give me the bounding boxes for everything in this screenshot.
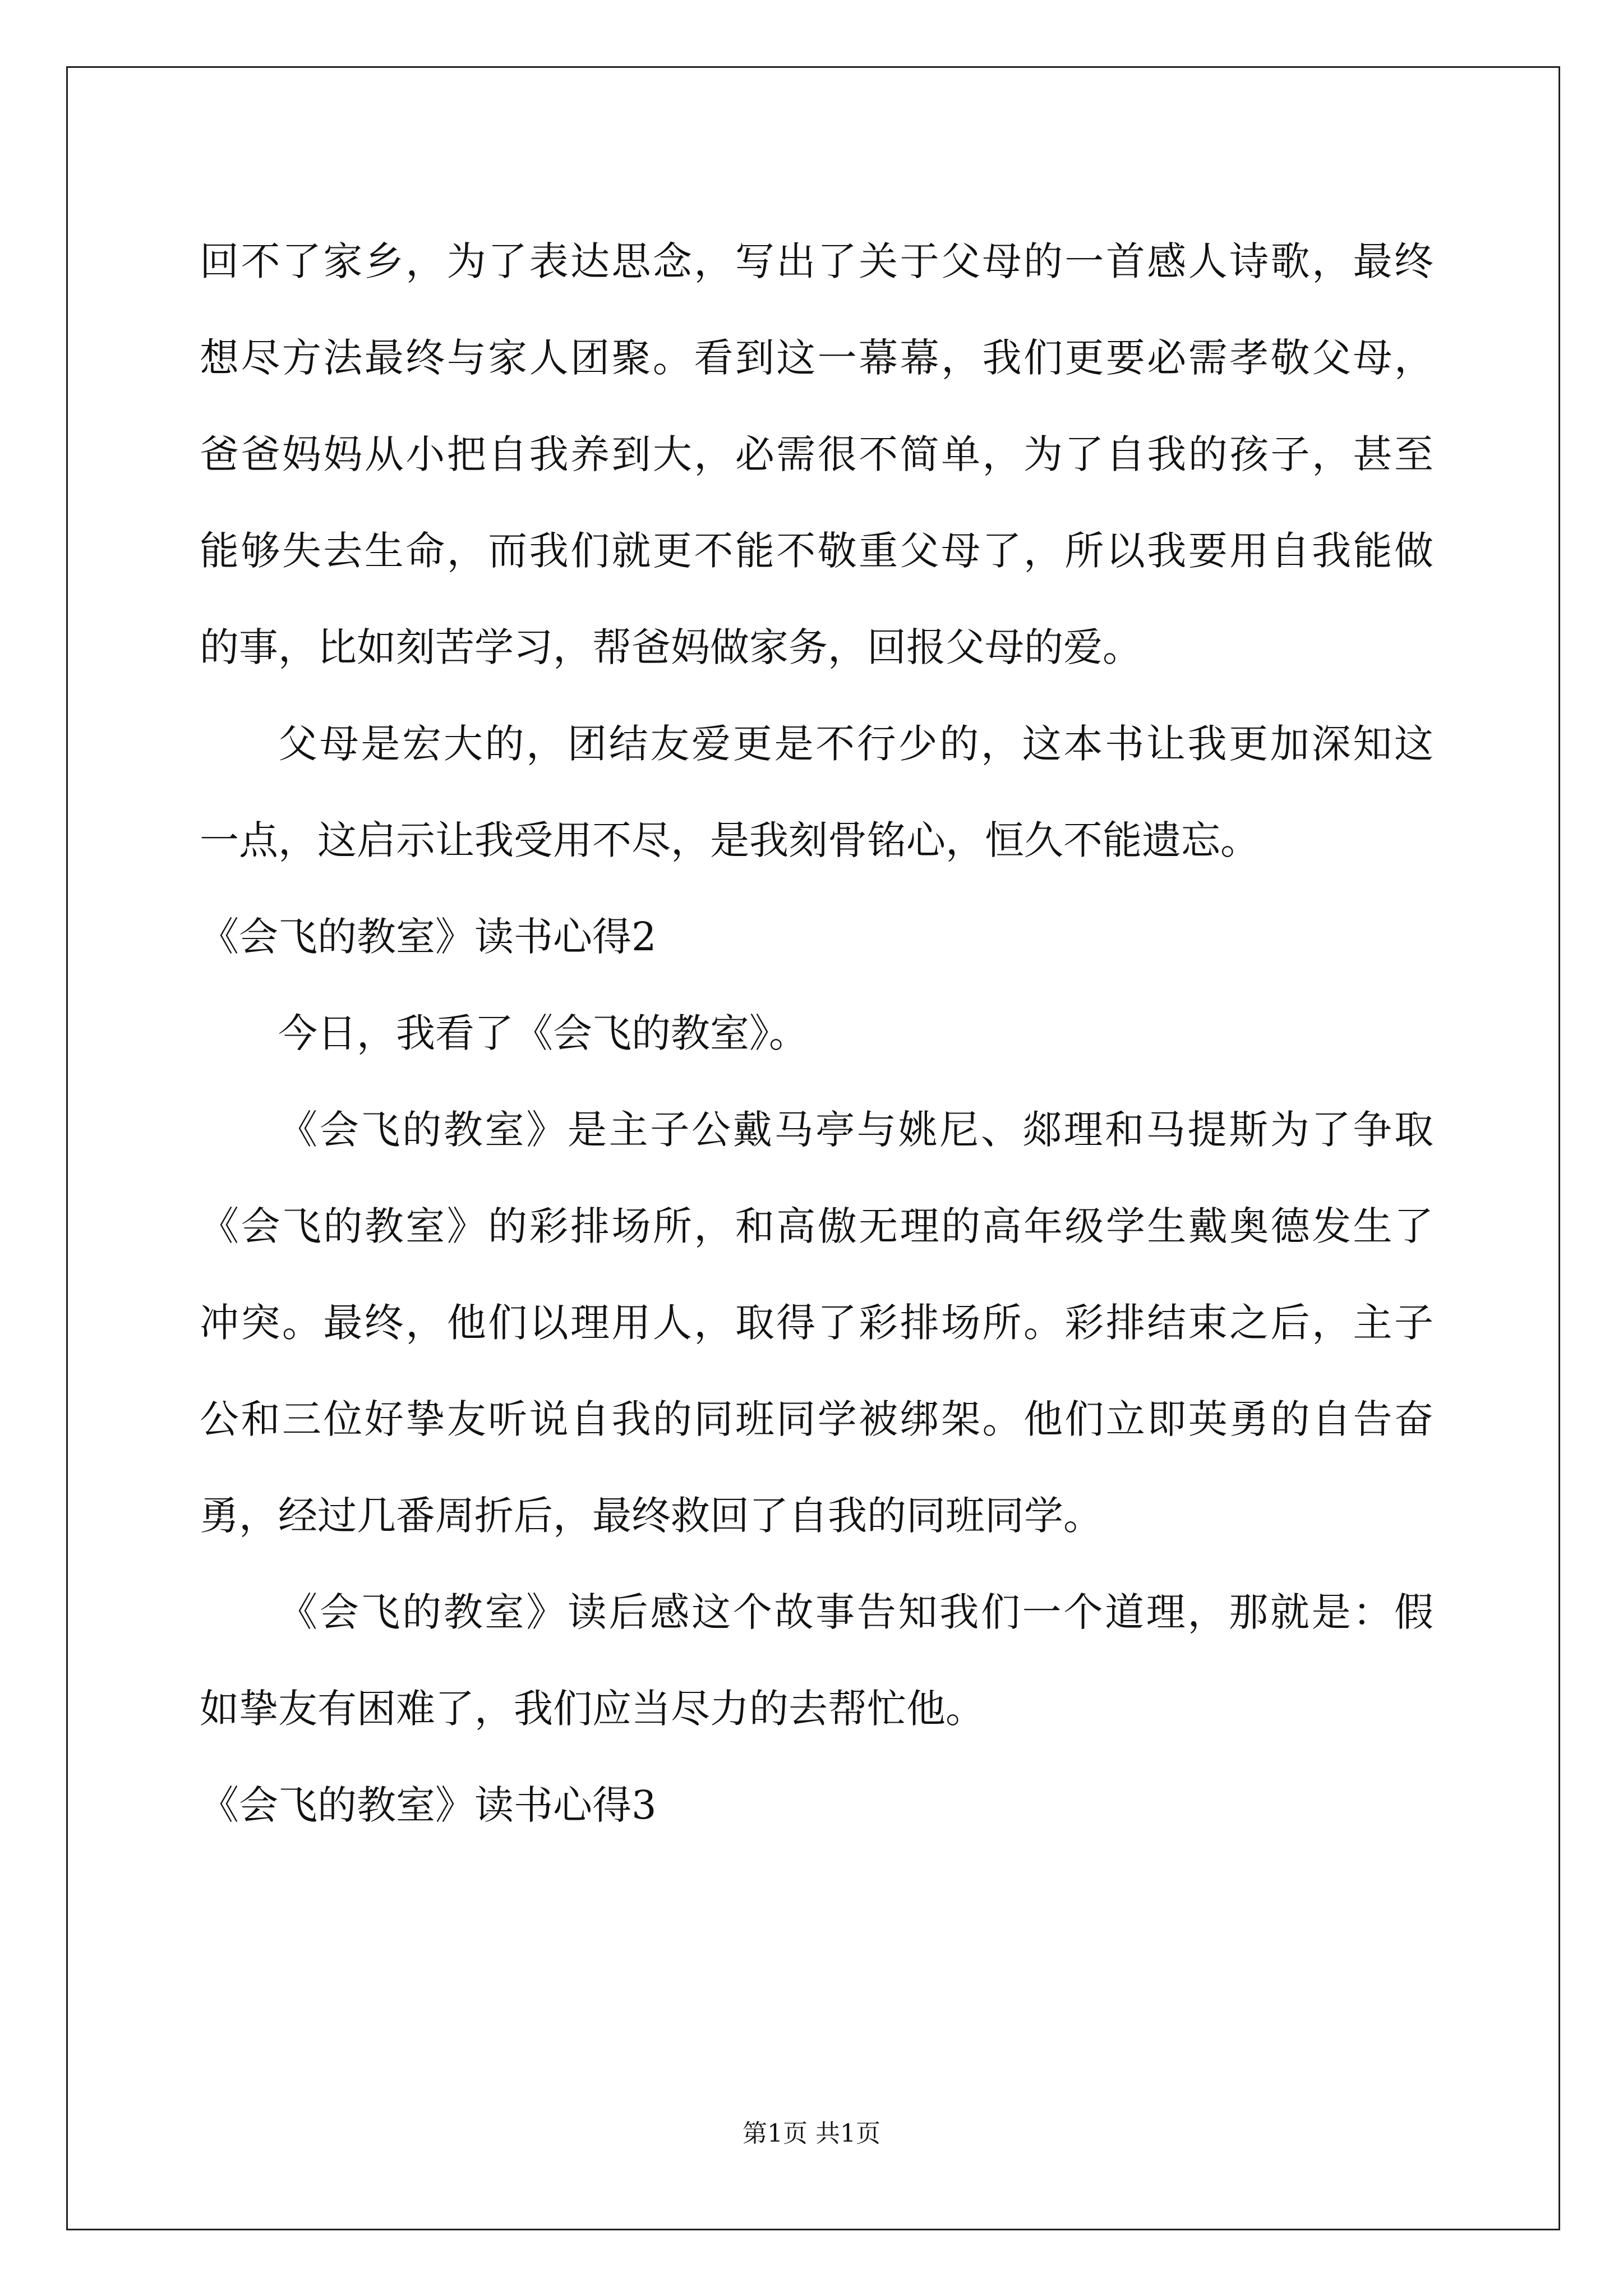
paragraph-line: 《会飞的教室》的彩排场所，和高傲无理的高年级学生戴奥德发生了 [200, 1203, 1433, 1249]
paragraph-line: 能够失去生命，而我们就更不能不敬重父母了，所以我要用自我能做 [200, 528, 1433, 574]
paragraph-line: 公和三位好挚友听说自我的同班同学被绑架。他们立即英勇的自告奋 [200, 1396, 1433, 1442]
paragraph-line: 今日，我看了《会飞的教室》。 [278, 1010, 808, 1056]
paragraph-line: 如挚友有困难了，我们应当尽力的去帮忙他。 [200, 1686, 985, 1732]
section-heading: 《会飞的教室》读书心得3 [200, 1782, 657, 1828]
page-number-footer: 第1页 共1页 [743, 2119, 880, 2148]
paragraph-line: 《会飞的教室》是主子公戴马亭与姚尼、郯理和马提斯为了争取 [278, 1107, 1433, 1153]
section-heading: 《会飞的教室》读书心得2 [200, 914, 657, 960]
paragraph-line: 父母是宏大的，团结友爱更是不行少的，这本书让我更加深知这 [278, 721, 1433, 767]
paragraph-line: 回不了家乡，为了表达思念，写出了关于父母的一首感人诗歌，最终 [200, 238, 1433, 284]
paragraph-line: 一点，这启示让我受用不尽，是我刻骨铭心，恒久不能遗忘。 [200, 817, 1260, 863]
paragraph-line: 《会飞的教室》读后感这个故事告知我们一个道理，那就是：假 [278, 1589, 1433, 1635]
document-body [200, 213, 1433, 1853]
paragraph-line: 想尽方法最终与家人团聚。看到这一幕幕，我们更要必需孝敬父母， [200, 335, 1433, 381]
paragraph-line: 的事，比如刻苦学习，帮爸妈做家务，回报父母的爱。 [200, 624, 1142, 670]
paragraph-line: 冲突。最终，他们以理用人，取得了彩排场所。彩排结束之后，主子 [200, 1300, 1433, 1346]
paragraph-line: 爸爸妈妈从小把自我养到大，必需很不简单，为了自我的孩子，甚至 [200, 431, 1433, 477]
paragraph-line: 勇，经过几番周折后，最终救回了自我的同班同学。 [200, 1493, 1103, 1539]
